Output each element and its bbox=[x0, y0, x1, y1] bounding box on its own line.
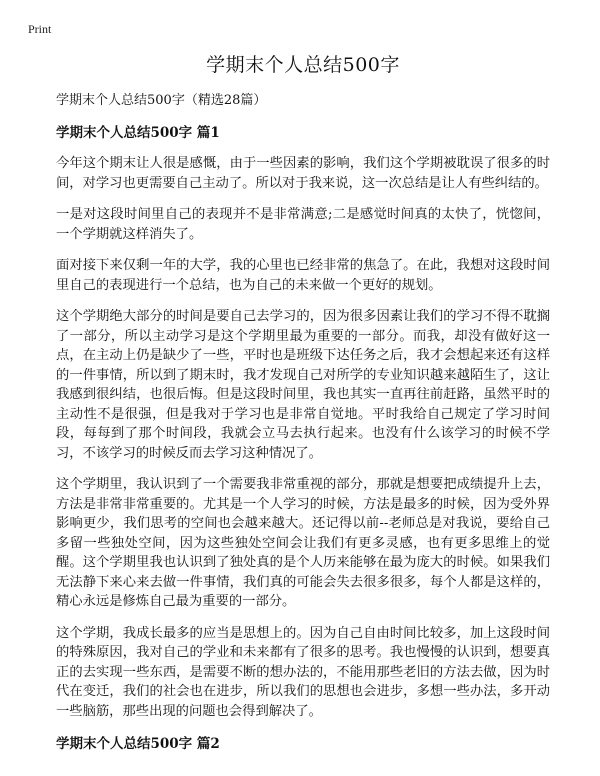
paragraph-2: 一是对这段时间里自己的表现并不是非常满意;二是感觉时间真的太快了，恍惚间，一个学期就这样消失了。 bbox=[56, 207, 550, 242]
paragraph-1: 今年这个期末让人很是感慨，由于一些因素的影响，我们这个学期被耽误了很多的时间，对学习也更需要自己主动了。所以对于我来说，这一次总结是让人有些纠结的。 bbox=[56, 156, 550, 191]
print-link[interactable]: Print bbox=[28, 22, 52, 36]
paragraph-5: 这个学期里，我认识到了一个需要我非常重视的部分，那就是想要把成绩提升上去，方法是非常非常重要的。尤其是一个人学习的时候，方法是最多的时候，因为受外界影响更少，我们思考的空间也会越来越大。还记得以前--老师总是对我说，要给自己多留一些独处空间，因为这些独处空间会让我们有更多灵感，也有更多思维上的觉醒。这个学期里我也认识到了独处真的是个人历来能够在最为庞大的时候。如果我们无法静下来心来去做一件事情，我们真的可能会失去很多很多，每个人都是这样的，精心永远是修炼自己最为重要的一部分。 bbox=[56, 477, 550, 609]
document-title: 学期末个人总结500字 bbox=[206, 54, 400, 76]
paragraph-4: 这个学期绝大部分的时间是要自己去学习的，因为很多因素让我们的学习不得不耽搁了一部分，所以主动学习是这个学期里最为重要的一部分。而我，却没有做好这一点，在主动上仍是缺少了一些，平时也是班级下达任务之后，我才会想起来还有这样的一件事情，所以到了期末时，我才发现自己对所学的专业知识越来越陌生了，这让我感到很纠结，也很后悔。但是这段时间里，我也其实一直再往前赶路，虽然平时的主动性不是很强，但是我对于学习也是非常自觉地。平时我给自己规定了学习时间段，每每到了那个时间段，我就会立马去执行起来。也没有什么该学习的时候不学习，不该学习的时候反而去学习这种情况了。 bbox=[56, 309, 550, 461]
section-heading-2: 学期末个人总结500字 篇2 bbox=[56, 736, 220, 752]
document-subtitle: 学期末个人总结500字（精选28篇） bbox=[56, 93, 267, 108]
paragraph-3: 面对接下来仅剩一年的大学，我的心里也已经非常的焦急了。在此，我想对这段时间里自己的表现进行一个总结，也为自己的未来做一个更好的规划。 bbox=[56, 258, 550, 293]
paragraph-6: 这个学期，我成长最多的应当是思想上的。因为自己自由时间比较多，加上这段时间的特殊原因，我对自己的学业和未来都有了很多的思考。我也慢慢的认识到，想要真正的去实现一些东西，是需要不断的想办法的，不能用那些老旧的方法去做，因为时代在变迁，我们的社会也在进步，所以我们的思想也会进步，多想一些办法，多开动一些脑筋，那些出现的问题也会得到解决了。 bbox=[56, 625, 550, 719]
section-heading-1: 学期末个人总结500字 篇1 bbox=[56, 125, 220, 141]
